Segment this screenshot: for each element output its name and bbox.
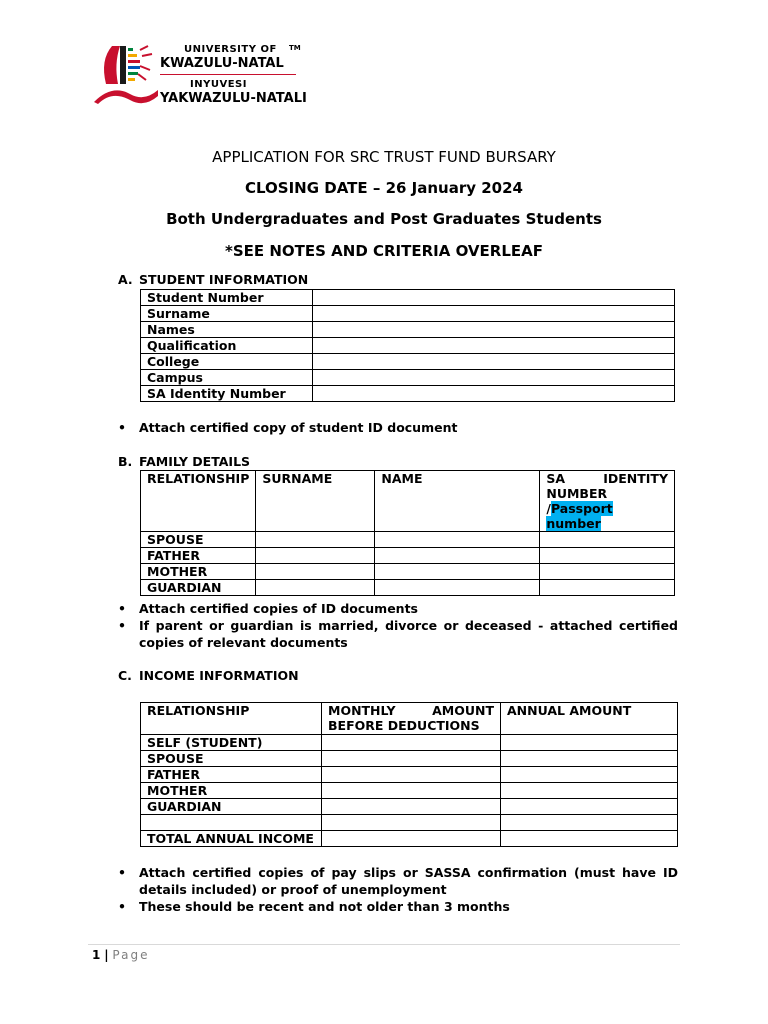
entry-cell[interactable] [540,580,675,596]
field-value-cell[interactable] [313,386,675,402]
amount-cell[interactable] [322,799,501,815]
amount-cell[interactable] [501,783,678,799]
eligibility-line: Both Undergraduates and Post Graduates Students [166,210,602,228]
amount-cell[interactable] [501,831,678,847]
id-header-word: NUMBER / [546,486,608,516]
logo-divider [160,74,296,75]
relationship-label: GUARDIAN [141,580,256,596]
table-row [141,751,678,767]
id-header-line [546,486,668,516]
bullet-note: • Attach certified copies of ID documents [118,600,678,617]
relationship-label: SPOUSE [141,751,322,767]
table-row [141,338,675,354]
id-header-line [546,471,668,486]
university-logo-text [160,44,320,106]
income-information-table [140,702,678,847]
table-row [141,783,678,799]
table-row [141,532,675,548]
column-header: ANNUAL AMOUNT [501,703,678,735]
section-a-heading: A. STUDENT INFORMATION [118,272,309,287]
table-row [141,306,675,322]
logo-line-2: KWAZULU-NATAL [160,56,284,71]
field-label: SA Identity Number [141,386,313,402]
bullet-note: • Attach certified copies of pay slips or SASSA confirmation (must have ID details included) or proof of unemployment [118,864,678,898]
family-details-table [140,470,675,596]
relationship-label: GUARDIAN [141,799,322,815]
amount-cell[interactable] [322,767,501,783]
relationship-label: SPOUSE [141,532,256,548]
entry-cell[interactable] [540,548,675,564]
relationship-label [141,815,322,831]
id-header-word: SA IDENTITY [546,471,668,486]
field-value-cell[interactable] [313,354,675,370]
closing-date: CLOSING DATE – 26 January 2024 [245,179,523,197]
amount-cell[interactable] [322,751,501,767]
entry-cell[interactable] [375,532,540,548]
passport-highlight: number [546,516,601,531]
relationship-label: MOTHER [141,783,322,799]
section-c-notes [118,864,678,915]
field-label: Qualification [141,338,313,354]
entry-cell[interactable] [540,532,675,548]
bullet-note: • If parent or guardian is married, divorce or deceased - attached certified copies of relevant documents [118,617,678,651]
relationship-label: TOTAL ANNUAL INCOME [141,831,322,847]
bullet-note: • Attach certified copy of student ID document [118,419,678,436]
page-number: 1 [92,948,101,962]
amount-cell[interactable] [322,783,501,799]
field-label: Student Number [141,290,313,306]
entry-cell[interactable] [375,548,540,564]
relationship-label: FATHER [141,767,322,783]
amount-cell[interactable] [501,735,678,751]
table-row [141,799,678,815]
table-row [141,322,675,338]
table-row [141,290,675,306]
column-header-id-number [540,471,675,532]
field-value-cell[interactable] [313,322,675,338]
student-information-table [140,289,675,402]
table-row [141,815,678,831]
monthly-header-text: MONTHLY AMOUNT BEFORE DEDUCTIONS [328,703,494,733]
table-row [141,735,678,751]
logo-line-4: YAKWAZULU-NATALI [160,91,307,106]
table-row [141,386,675,402]
amount-cell[interactable] [322,831,501,847]
entry-cell[interactable] [540,564,675,580]
field-label: Surname [141,306,313,322]
relationship-label: FATHER [141,548,256,564]
section-c-heading: C. INCOME INFORMATION [118,668,299,683]
field-value-cell[interactable] [313,370,675,386]
relationship-label: MOTHER [141,564,256,580]
footer-divider [88,944,680,945]
field-value-cell[interactable] [313,338,675,354]
field-label: Campus [141,370,313,386]
entry-cell[interactable] [256,532,375,548]
form-title: APPLICATION FOR SRC TRUST FUND BURSARY [212,148,556,166]
logo-line-1: UNIVERSITY OF [184,44,277,55]
id-header-line [546,516,668,531]
amount-cell[interactable] [501,751,678,767]
page-label: Page [112,948,150,962]
entry-cell[interactable] [375,564,540,580]
field-value-cell[interactable] [313,306,675,322]
table-row [141,831,678,847]
amount-cell[interactable] [501,799,678,815]
section-b-heading: B. FAMILY DETAILS [118,454,251,469]
section-b-notes [118,600,678,651]
column-header: SURNAME [256,471,375,532]
amount-cell[interactable] [501,767,678,783]
table-row [141,580,675,596]
entry-cell[interactable] [256,580,375,596]
column-header: NAME [375,471,540,532]
passport-highlight: Passport [550,501,613,516]
table-row [141,767,678,783]
logo-line-3: INYUVESI [190,79,247,90]
table-row [141,370,675,386]
notes-line: *SEE NOTES AND CRITERIA OVERLEAF [224,242,543,260]
entry-cell[interactable] [256,564,375,580]
field-value-cell[interactable] [313,290,675,306]
field-label: College [141,354,313,370]
column-header: RELATIONSHIP [141,703,322,735]
trademark-mark: TM [289,44,301,52]
entry-cell[interactable] [256,548,375,564]
amount-cell[interactable] [501,815,678,831]
table-row [141,548,675,564]
section-a-notes [118,419,678,436]
field-label: Names [141,322,313,338]
entry-cell[interactable] [375,580,540,596]
relationship-label: SELF (STUDENT) [141,735,322,751]
page-separator: | [104,948,109,962]
amount-cell[interactable] [322,735,501,751]
page-footer [92,948,149,962]
column-header: RELATIONSHIP [141,471,256,532]
table-row [141,354,675,370]
table-row [141,564,675,580]
column-header-monthly [322,703,501,735]
amount-cell[interactable] [322,815,501,831]
bullet-note: • These should be recent and not older than 3 months [118,898,678,915]
